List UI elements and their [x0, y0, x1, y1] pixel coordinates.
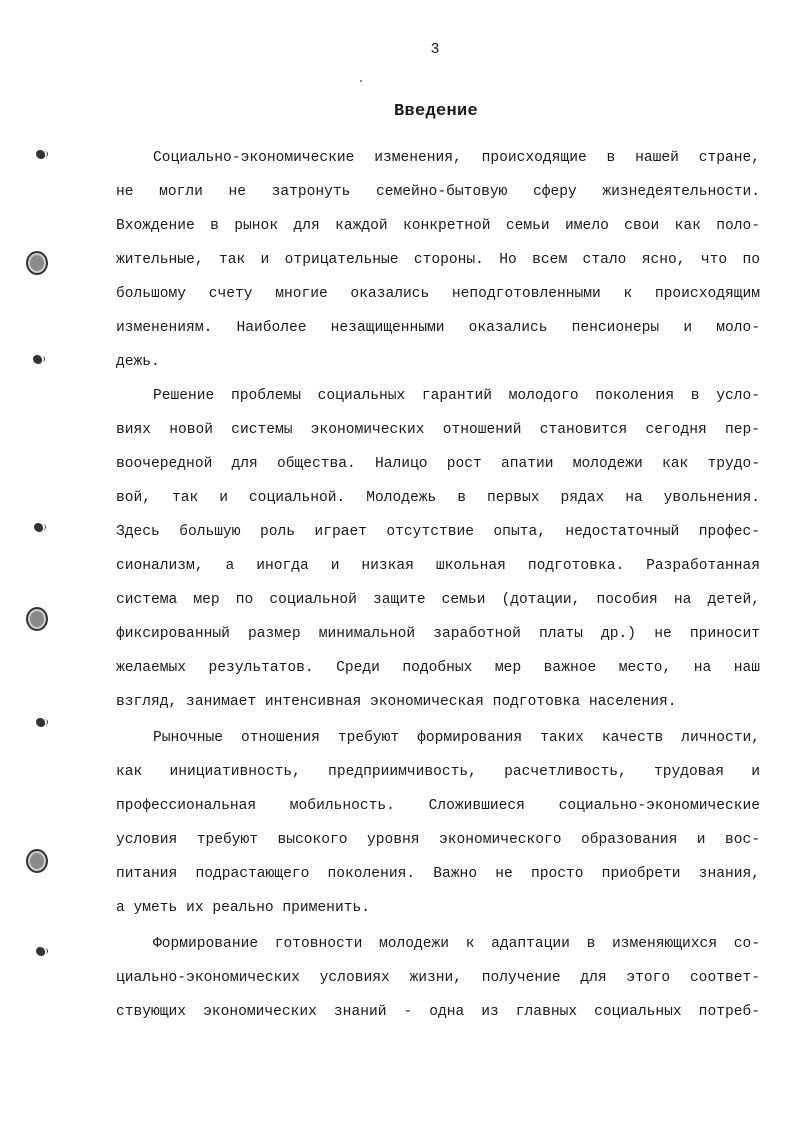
text-line: условия требуют высокого уровня экономического образования и вос-	[116, 832, 760, 848]
binder-hole-icon	[26, 849, 48, 873]
page-number: 3	[430, 41, 440, 58]
text-line: Рыночные отношения требуют формирования таких качеств личности,	[153, 730, 760, 746]
text-line: система мер по социальной защите семьи (дотации, пособия на детей,	[116, 592, 760, 608]
scan-mark-icon	[36, 947, 45, 956]
text-line: Социально-экономические изменения, происходящие в нашей стране,	[153, 150, 760, 166]
text-line: Здесь большую роль играет отсутствие опыта, недостаточный профес-	[116, 524, 760, 540]
text-line: Формирование готовности молодежи к адаптации в изменяющихся со-	[153, 936, 760, 952]
scan-mark-icon	[36, 150, 45, 159]
text-line: циально-экономических условиях жизни, получение для этого соответ-	[116, 970, 760, 986]
page-title: Введение	[393, 102, 478, 121]
scan-mark-icon	[36, 718, 45, 727]
text-line: взгляд, занимает интенсивная экономическая подготовка населения.	[116, 694, 677, 710]
scan-speck	[360, 80, 362, 82]
text-line: жительные, так и отрицательные стороны. Но всем стало ясно, что по	[116, 252, 760, 268]
scan-mark-icon	[34, 523, 43, 532]
text-line: сионализм, а иногда и низкая школьная подготовка. Разработанная	[116, 558, 760, 574]
text-line: вой, так и социальной. Молодежь в первых рядах на увольнения.	[116, 490, 760, 506]
scan-mark-icon	[33, 355, 42, 364]
text-line: как инициативность, предприимчивость, расчетливость, трудовая и	[116, 764, 760, 780]
text-line: изменениям. Наиболее незащищенными оказались пенсионеры и моло-	[116, 320, 760, 336]
binder-hole-icon	[26, 607, 48, 631]
text-line: воочередной для общества. Налицо рост апатии молодежи как трудо-	[116, 456, 760, 472]
text-line: питания подрастающего поколения. Важно не просто приобрети знания,	[116, 866, 760, 882]
text-line: Вхождение в рынок для каждой конкретной семьи имело свои как поло-	[116, 218, 760, 234]
text-line: большому счету многие оказались неподготовленными к происходящим	[116, 286, 760, 302]
text-line: не могли не затронуть семейно-бытовую сферу жизнедеятельности.	[116, 184, 760, 200]
binder-hole-icon	[26, 251, 48, 275]
text-line: дежь.	[116, 354, 160, 370]
text-line: фиксированный размер минимальной заработной платы др.) не приносит	[116, 626, 760, 642]
text-line: а уметь их реально применить.	[116, 900, 370, 916]
text-line: желаемых результатов. Среди подобных мер важное место, на наш	[116, 660, 760, 676]
text-line: ствующих экономических знаний - одна из главных социальных потреб-	[116, 1004, 760, 1020]
text-line: Решение проблемы социальных гарантий молодого поколения в усло-	[153, 388, 760, 404]
text-line: виях новой системы экономических отношений становится сегодня пер-	[116, 422, 760, 438]
text-line: профессиональная мобильность. Сложившиеся социально-экономические	[116, 798, 760, 814]
